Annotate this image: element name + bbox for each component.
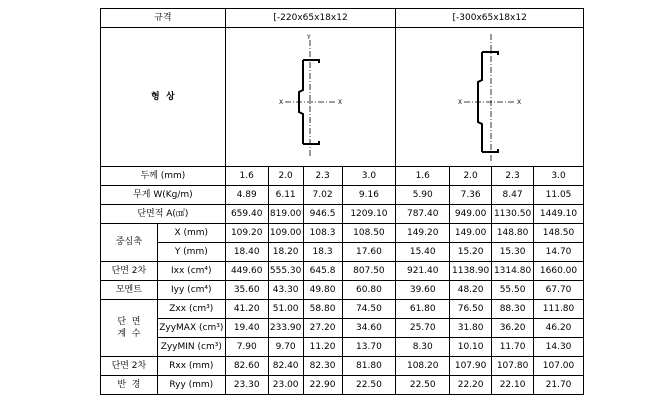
spec-label: 규격 xyxy=(101,9,226,28)
centroid-y-value: 14.70 xyxy=(534,243,584,262)
zyymin-value: 7.90 xyxy=(225,338,268,357)
centroid-y-label: Y (mm) xyxy=(157,243,225,262)
iyy-value: 55.50 xyxy=(492,281,534,300)
centroid-x-value: 149.00 xyxy=(450,224,492,243)
centroid-x-value: 148.80 xyxy=(492,224,534,243)
iyy-label: Iyy (cm⁴) xyxy=(157,281,225,300)
zxx-value: 74.50 xyxy=(342,300,396,319)
area-value: 1449.10 xyxy=(534,205,584,224)
zyymin-row xyxy=(101,338,584,357)
centroid-y-value: 15.30 xyxy=(492,243,534,262)
iyy-value: 67.70 xyxy=(534,281,584,300)
ixx-value: 921.40 xyxy=(396,262,450,281)
zyymax-value: 34.60 xyxy=(342,319,396,338)
centroid-y-value: 17.60 xyxy=(342,243,396,262)
weight-label: 무게 W(Kg/m) xyxy=(101,186,226,205)
x-axis-label-b-right: X xyxy=(516,99,521,106)
ryy-label: Ryy (mm) xyxy=(157,376,225,395)
rxx-value: 81.80 xyxy=(342,357,396,376)
ryy-value: 21.70 xyxy=(534,376,584,395)
zxx-value: 58.80 xyxy=(303,300,342,319)
weight-value: 8.47 xyxy=(492,186,534,205)
radius-group-label-bottom: 반 경 xyxy=(101,376,158,395)
ixx-value: 1314.80 xyxy=(492,262,534,281)
modulus-group-label-bottom: 계 수 xyxy=(117,329,141,339)
centroid-x-value: 109.00 xyxy=(268,224,303,243)
area-value: 946.5 xyxy=(303,205,342,224)
zxx-value: 51.00 xyxy=(268,300,303,319)
ixx-value: 555.30 xyxy=(268,262,303,281)
centroid-y-value: 15.40 xyxy=(396,243,450,262)
centroid-x-value: 149.20 xyxy=(396,224,450,243)
modulus-group-label-top: 단 면 xyxy=(117,316,141,327)
y-axis-label-a: Y xyxy=(306,34,311,41)
zxx-row xyxy=(101,300,584,319)
ryy-value: 22.50 xyxy=(342,376,396,395)
weight-value: 9.16 xyxy=(342,186,396,205)
iyy-value: 35.60 xyxy=(225,281,268,300)
centroid-x-value: 148.50 xyxy=(534,224,584,243)
shape-label: 형 상 xyxy=(101,28,226,167)
spec-col-b: [-300x65x18x12 xyxy=(396,9,584,28)
centroid-y-value: 18.20 xyxy=(268,243,303,262)
moment-group-label-top: 단면 2차 xyxy=(101,262,158,281)
shape-diagram-b xyxy=(396,28,584,167)
area-label: 단면적 A(㎠) xyxy=(101,205,226,224)
zyymax-value: 233.90 xyxy=(268,319,303,338)
area-value: 819.00 xyxy=(268,205,303,224)
centroid-y-value: 18.3 xyxy=(303,243,342,262)
moment-group-label-bottom: 모멘트 xyxy=(101,281,158,300)
rxx-value: 82.60 xyxy=(225,357,268,376)
thickness-row xyxy=(101,167,584,186)
thickness-value: 3.0 xyxy=(342,167,396,186)
centroid-y-row xyxy=(101,243,584,262)
modulus-group-label xyxy=(101,300,158,357)
ixx-value: 1660.00 xyxy=(534,262,584,281)
centroid-x-value: 108.3 xyxy=(303,224,342,243)
ixx-label: Ixx (cm⁴) xyxy=(157,262,225,281)
zxx-value: 76.50 xyxy=(450,300,492,319)
ryy-value: 23.00 xyxy=(268,376,303,395)
zyymin-label: ZyyMIN (cm³) xyxy=(157,338,225,357)
iyy-value: 43.30 xyxy=(268,281,303,300)
spec-col-a: [-220x65x18x12 xyxy=(225,9,396,28)
zyymax-value: 36.20 xyxy=(492,319,534,338)
zxx-value: 111.80 xyxy=(534,300,584,319)
zyymin-value: 14.30 xyxy=(534,338,584,357)
area-value: 659.40 xyxy=(225,205,268,224)
iyy-row xyxy=(101,281,584,300)
centroid-group-label: 중심축 xyxy=(101,224,158,262)
zyymin-value: 9.70 xyxy=(268,338,303,357)
thickness-value: 3.0 xyxy=(534,167,584,186)
ryy-row xyxy=(101,376,584,395)
spec-table xyxy=(100,8,584,395)
ryy-value: 22.90 xyxy=(303,376,342,395)
zyymax-value: 46.20 xyxy=(534,319,584,338)
area-value: 949.00 xyxy=(450,205,492,224)
thickness-value: 2.0 xyxy=(268,167,303,186)
weight-value: 11.05 xyxy=(534,186,584,205)
centroid-y-value: 18.40 xyxy=(225,243,268,262)
rxx-row xyxy=(101,357,584,376)
ixx-value: 645.8 xyxy=(303,262,342,281)
zyymax-value: 25.70 xyxy=(396,319,450,338)
thickness-value: 1.6 xyxy=(225,167,268,186)
rxx-value: 82.40 xyxy=(268,357,303,376)
zyymin-value: 11.20 xyxy=(303,338,342,357)
rxx-value: 107.80 xyxy=(492,357,534,376)
rxx-value: 108.20 xyxy=(396,357,450,376)
area-row xyxy=(101,205,584,224)
weight-value: 7.02 xyxy=(303,186,342,205)
area-value: 787.40 xyxy=(396,205,450,224)
iyy-value: 60.80 xyxy=(342,281,396,300)
header-row xyxy=(101,9,584,28)
x-axis-label-b-left: X xyxy=(457,99,462,106)
radius-group-label-top: 단면 2차 xyxy=(101,357,158,376)
ixx-value: 807.50 xyxy=(342,262,396,281)
zyymax-row xyxy=(101,319,584,338)
thickness-value: 2.3 xyxy=(492,167,534,186)
rxx-value: 107.90 xyxy=(450,357,492,376)
ryy-value: 22.10 xyxy=(492,376,534,395)
ryy-value: 22.50 xyxy=(396,376,450,395)
x-axis-label-a-right: X xyxy=(337,99,342,106)
zyymax-value: 31.80 xyxy=(450,319,492,338)
centroid-y-value: 15.20 xyxy=(450,243,492,262)
weight-value: 7.36 xyxy=(450,186,492,205)
zxx-value: 88.30 xyxy=(492,300,534,319)
thickness-value: 2.0 xyxy=(450,167,492,186)
rxx-value: 107.00 xyxy=(534,357,584,376)
zxx-label: Zxx (cm³) xyxy=(157,300,225,319)
zxx-value: 61.80 xyxy=(396,300,450,319)
zyymax-value: 27.20 xyxy=(303,319,342,338)
ixx-value: 449.60 xyxy=(225,262,268,281)
ryy-value: 22.20 xyxy=(450,376,492,395)
weight-value: 4.89 xyxy=(225,186,268,205)
area-value: 1209.10 xyxy=(342,205,396,224)
ryy-value: 23.30 xyxy=(225,376,268,395)
channel-section-b xyxy=(450,30,530,164)
centroid-x-row xyxy=(101,224,584,243)
weight-value: 6.11 xyxy=(268,186,303,205)
ixx-row xyxy=(101,262,584,281)
zyymax-label: ZyyMAX (cm³) xyxy=(157,319,225,338)
zxx-value: 41.20 xyxy=(225,300,268,319)
iyy-value: 49.80 xyxy=(303,281,342,300)
thickness-label: 두께 (mm) xyxy=(101,167,226,186)
channel-section-a xyxy=(271,30,351,164)
x-axis-label-a-left: X xyxy=(278,99,283,106)
iyy-value: 39.60 xyxy=(396,281,450,300)
zyymin-value: 11.70 xyxy=(492,338,534,357)
zyymin-value: 10.10 xyxy=(450,338,492,357)
thickness-value: 2.3 xyxy=(303,167,342,186)
ixx-value: 1138.90 xyxy=(450,262,492,281)
weight-value: 5.90 xyxy=(396,186,450,205)
shape-row xyxy=(101,28,584,167)
zyymin-value: 13.70 xyxy=(342,338,396,357)
centroid-x-value: 109.20 xyxy=(225,224,268,243)
rxx-value: 82.30 xyxy=(303,357,342,376)
iyy-value: 48.20 xyxy=(450,281,492,300)
thickness-value: 1.6 xyxy=(396,167,450,186)
rxx-label: Rxx (mm) xyxy=(157,357,225,376)
zyymin-value: 8.30 xyxy=(396,338,450,357)
centroid-x-label: X (mm) xyxy=(157,224,225,243)
centroid-x-value: 108.50 xyxy=(342,224,396,243)
shape-diagram-a xyxy=(225,28,396,167)
area-value: 1130.50 xyxy=(492,205,534,224)
weight-row xyxy=(101,186,584,205)
zyymax-value: 19.40 xyxy=(225,319,268,338)
